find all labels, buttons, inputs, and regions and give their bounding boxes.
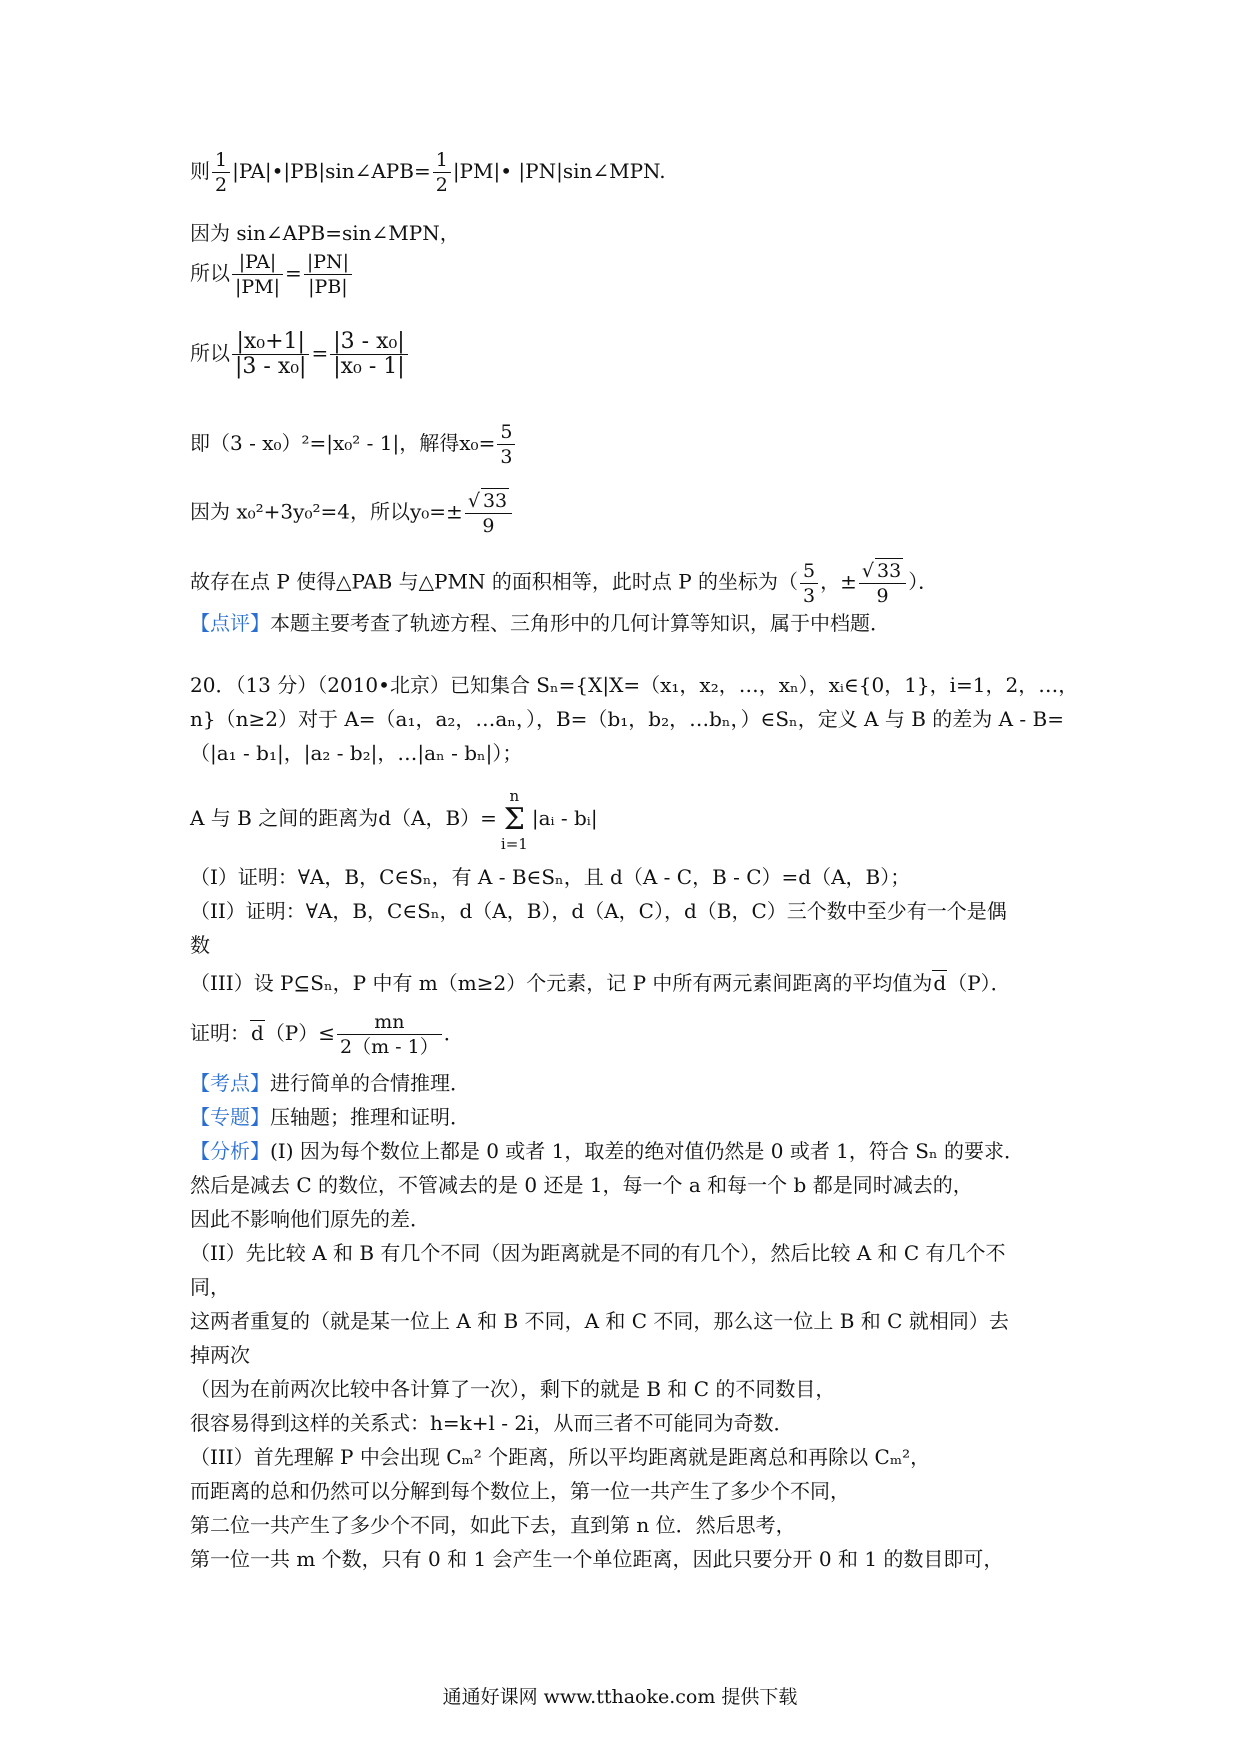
text: 则 [190,159,210,183]
part-2-cont: 数 [190,933,210,957]
part-3-proof: 证明：d（P）≤ $\frac{mn}{2(m - 1)}$ ． [190,1011,464,1058]
comment-line: 【点评】本题主要考查了轨迹方程、三角形中的几何计算等知识，属于中档题． [190,611,890,635]
equation-solve-y0: 因为 x₀²+3y₀²=4，所以y₀=± $\frac{√ 33}{9}$ [190,488,1070,538]
fraction: $\frac{5}{3}$ [497,420,515,469]
kaodian-tag: 【考点】 [190,1071,270,1095]
analysis-line: 这两者重复的（就是某一位上 A 和 B 不同，A 和 C 不同，那么这一位上 B 和 C 就相同）去 [190,1309,1009,1333]
analysis-line: 同， [190,1275,230,1299]
equation-area-ratio [190,148,1070,197]
equation-ratio-x0: 所以 $\frac{\text{|x₀+1|}}{\text{|3 - x₀|}}$ = $\frac{\text{|3 - x₀|}}{\text{|x₀ - 1|}}$ [190,330,1070,379]
analysis-line: 然后是减去 C 的数位，不管减去的是 0 还是 1，每一个 a 和每一个 b 都是同时减去的， [190,1173,973,1197]
equation-ratio-pa-pm: 所以 $\frac{|PA|}{|PM|}$ = $\frac{|PN|}{|PB|}$ [190,250,1070,299]
problem-stem-line: 20．（13 分）（2010•北京）已知集合 Sₙ={X|X=（x₁，x₂，…，xₙ），xᵢ∈{0，1}，i=1，2，…， [190,673,1079,697]
analysis-line: （II）先比较 A 和 B 有几个不同（因为距离就是不同的有几个），然后比较 A 和 C 有几个不 [190,1241,1006,1265]
analysis-line: 很容易得到这样的关系式：h=k+l - 2i，从而三者不可能同为奇数． [190,1411,794,1435]
footer-watermark: 通通好课网 www.tthaoke.com 提供下载 [442,1686,798,1708]
analysis-line: 第二位一共产生了多少个不同，如此下去，直到第 n 位．然后思考， [190,1513,796,1537]
fenxi-tag: 【分析】 [190,1139,270,1163]
fraction: $\frac{|PN|}{|PB|}$ [304,250,352,299]
fraction: $\frac{√ 33}{9}$ [465,488,512,538]
comment-tag: 【点评】 [190,611,270,635]
text-line: 因为 sin∠APB=sin∠MPN， [190,221,460,245]
zhuanti-line: 【专题】压轴题；推理和证明． [190,1105,470,1129]
fraction: $\frac{√ 33}{9}$ [859,558,906,608]
distance-definition: A 与 B 之间的距离为d（A，B）= n Σ i=1 |aᵢ - bᵢ| [190,786,598,853]
analysis-line: 因此不影响他们原先的差． [190,1207,430,1231]
analysis-line: （III）首先理解 P 中会出现 Cₘ² 个距离，所以平均距离就是距离总和再除以 Cₘ²， [190,1445,931,1469]
summation: n Σ i=1 [500,786,528,853]
fraction: $\frac{\text{|3 - x₀|}}{\text{|x₀ - 1|}}$ [330,330,407,379]
text: |PA|•|PB|sin∠APB= [232,159,431,183]
fraction: $\frac{5}{3}$ [800,559,818,608]
zhuanti-tag: 【专题】 [190,1105,270,1129]
fraction: $\frac{1}{2}$ [212,148,230,197]
analysis-line: 第一位一共 m 个数，只有 0 和 1 会产生一个单位距离，因此只要分开 0 和 1 的数目即可， [190,1547,1004,1571]
part-1: （I）证明：∀A，B，C∈Sₙ，有 A - B∈Sₙ，且 d（A - C，B - C）=d（A，B）； [190,865,911,889]
part-3: （III）设 P⊆Sₙ，P 中有 m（m≥2）个元素，记 P 中所有两元素间距离的平均值为d（P）． [190,971,1011,995]
part-2: （II）证明：∀A，B，C∈Sₙ，d（A，B），d（A，C），d（B，C）三个数中至少有一个是偶 [190,899,1007,923]
problem-stem-line: n}（n≥2）对于 A=（a₁，a₂，…aₙ，），B=（b₁，b₂，…bₙ，）∈Sₙ，定义 A 与 B 的差为 A - B= [190,707,1064,731]
fraction: $\frac{\text{|x₀+1|}}{\text{|3 - x₀|}}$ [232,330,309,379]
analysis-line: 掉两次 [190,1343,250,1367]
fraction: $\frac{mn}{2(m - 1)}$ [337,1010,442,1059]
analysis-line: （因为在前两次比较中各计算了一次），剩下的就是 B 和 C 的不同数目， [190,1377,836,1401]
kaodian-line: 【考点】进行简单的合情推理． [190,1071,470,1095]
conclusion-line: 故存在点 P 使得△PAB 与△PMN 的面积相等，此时点 P 的坐标为（ $\frac{5}{3}$ ，± $\frac{√ 33}{9}$ ）． [190,559,939,607]
analysis-line: 而距离的总和仍然可以分解到每个数位上，第一位一共产生了多少个不同， [190,1479,850,1503]
fraction: $\frac{|PA|}{|PM|}$ [232,250,283,299]
equation-solve-x0: 即（3 - x₀）²=|x₀² - 1|，解得x₀= $\frac{5}{3}$ [190,420,1070,469]
fraction: $\frac{1}{2}$ [433,148,451,197]
fenxi-line: 【分析】(I) 因为每个数位上都是 0 或者 1，取差的绝对值仍然是 0 或者 1，符合 Sₙ 的要求． [190,1139,1024,1163]
text: |PM|• |PN|sin∠MPN. [452,159,666,183]
problem-stem-line: （|a₁ - b₁|，|a₂ - b₂|，…|aₙ - bₙ|）； [190,741,523,765]
